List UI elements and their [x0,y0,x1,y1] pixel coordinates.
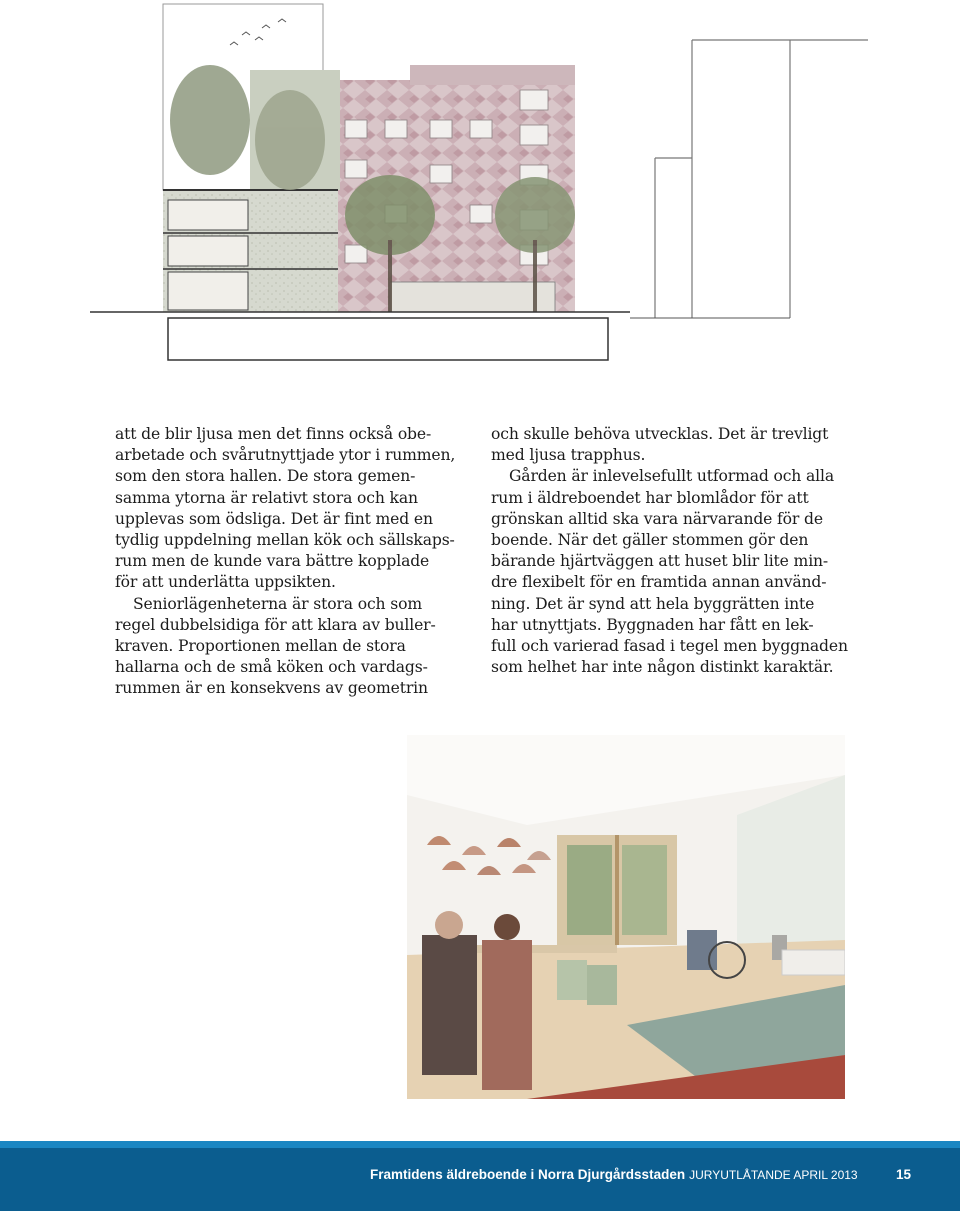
text-line: rummen är en konsekvens av geometrin [115,679,428,698]
paragraph [115,594,465,700]
footer-publication-title [370,1167,858,1182]
text-line: dre flexibelt för en framtida annan använd- [491,573,827,592]
interior-rendering [407,735,845,1099]
text-line: upplevas som ödsliga. Det är fint med en [115,509,433,528]
text-line: med ljusa trapphus. [491,446,646,465]
text-line: som helhet har inte någon distinkt karaktär. [491,658,834,677]
paragraph [491,424,841,466]
footer-title-bold: Framtidens äldreboende i Norra Djurgårdsstaden [370,1167,686,1182]
text-line: hallarna och de små köken och vardags- [115,658,428,677]
paragraph [491,466,848,678]
page-number: 15 [896,1167,912,1182]
birds [230,19,286,45]
text-line: som den stora hallen. De stora gemen- [115,467,416,486]
text-line: arbetade och svårutnyttjade ytor i rummen, [115,446,456,465]
text-line: har utnyttjats. Byggnaden har fått en lek- [491,615,814,634]
building-section-drawing [90,0,880,372]
text-line: rum men de kunde vara bättre kopplade [115,552,430,571]
text-line: Seniorlägenheterna är stora och som [133,594,422,613]
text-line: ning. Det är synd att hela byggrätten inte [491,594,815,613]
text-line: grönskan alltid ska vara närvarande för de [491,509,823,528]
text-line: och skulle behöva utvecklas. Det är trevligt [491,425,829,443]
footer-accent-stripe [0,1141,960,1148]
text-line: bärande hjärtväggen att huset blir lite min- [491,552,829,571]
body-text-right-column [491,424,848,678]
text-line: regel dubbelsidiga för att klara av buller- [115,615,436,634]
text-line: Gården är inlevelsefullt utformad och alla [509,467,834,486]
text-line: kraven. Proportionen mellan de stora [115,637,406,656]
text-line: boende. När det gäller stommen gör den [491,531,809,550]
text-line: för att underlätta uppsikten. [115,573,336,592]
footer-title-subtitle: JURYUTLÅTANDE APRIL 2013 [689,1168,858,1182]
text-line: samma ytorna är relativt stora och kan [115,488,418,507]
body-text-left-column [115,424,465,700]
text-line: full och varierad fasad i tegel men byggnaden [491,637,848,656]
text-line: rum i äldreboendet har blomlådor för att [491,488,809,507]
text-line: att de blir ljusa men det finns också obe- [115,425,432,443]
text-line: tydlig uppdelning mellan kök och sällskaps- [115,531,455,550]
right-building-outline [655,40,868,318]
ground-line [90,312,790,360]
paragraph [115,424,465,594]
